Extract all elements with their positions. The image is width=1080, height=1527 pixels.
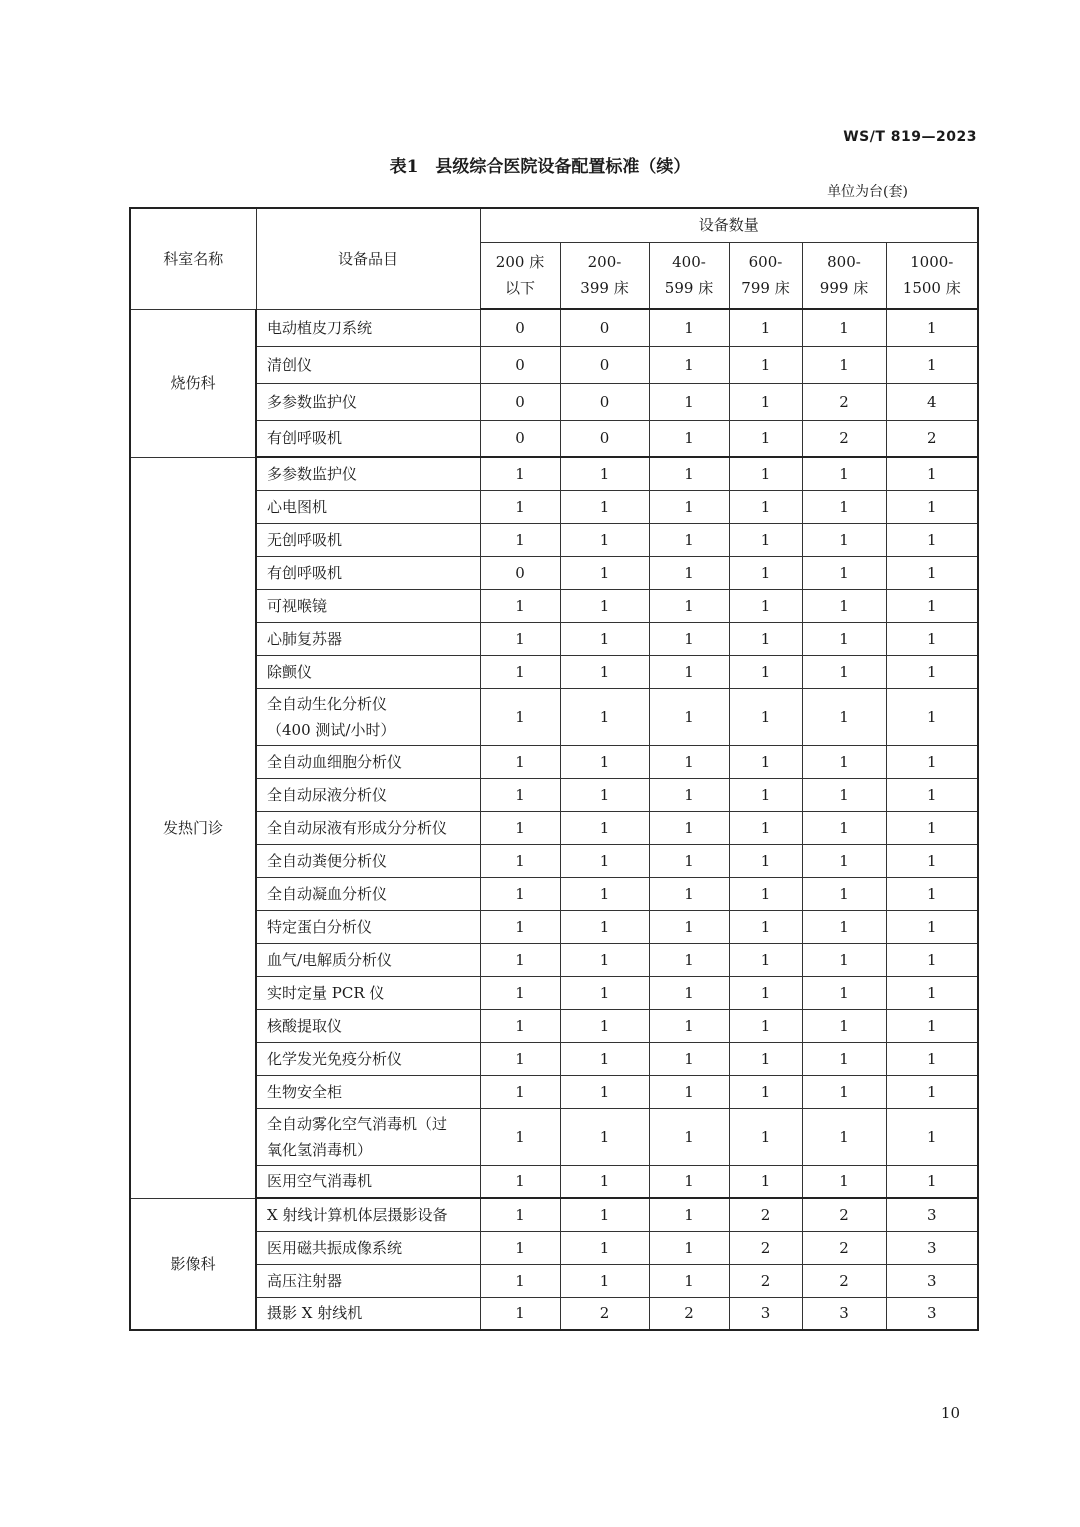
quantity-cell: 1 [729, 383, 802, 420]
item-cell: 心电图机 [256, 490, 480, 523]
table-row [130, 1231, 978, 1264]
column-header: 200 床 以下 [480, 242, 560, 309]
quantity-cell: 1 [560, 844, 649, 877]
quantity-cell: 3 [886, 1231, 978, 1264]
quantity-cell: 1 [480, 1231, 560, 1264]
quantity-cell: 2 [560, 1297, 649, 1330]
table-row [130, 688, 978, 745]
quantity-cell: 0 [560, 420, 649, 457]
quantity-cell: 1 [560, 1009, 649, 1042]
quantity-cell: 1 [802, 556, 886, 589]
quantity-cell: 1 [802, 844, 886, 877]
quantity-cell: 2 [729, 1198, 802, 1231]
quantity-cell: 1 [729, 910, 802, 943]
quantity-cell: 1 [729, 490, 802, 523]
quantity-cell: 1 [480, 910, 560, 943]
quantity-cell: 1 [480, 778, 560, 811]
quantity-cell: 1 [649, 523, 729, 556]
quantity-cell: 1 [480, 523, 560, 556]
table-row [130, 910, 978, 943]
quantity-cell: 1 [729, 688, 802, 745]
quantity-cell: 1 [560, 910, 649, 943]
quantity-cell: 1 [480, 745, 560, 778]
item-cell: 全自动雾化空气消毒机（过 氧化氢消毒机） [256, 1108, 480, 1165]
item-cell: 多参数监护仪 [256, 457, 480, 490]
quantity-cell: 1 [649, 1231, 729, 1264]
quantity-cell: 1 [729, 943, 802, 976]
quantity-cell: 1 [480, 1165, 560, 1198]
table-row [130, 976, 978, 1009]
quantity-cell: 1 [560, 811, 649, 844]
page-number: 10 [940, 1404, 960, 1422]
table-row [130, 877, 978, 910]
quantity-cell: 1 [480, 1297, 560, 1330]
quantity-cell: 1 [649, 1165, 729, 1198]
quantity-cell: 3 [886, 1198, 978, 1231]
quantity-cell: 1 [729, 622, 802, 655]
item-cell: 实时定量 PCR 仪 [256, 976, 480, 1009]
table-row [130, 383, 978, 420]
quantity-cell: 1 [560, 556, 649, 589]
item-cell: 除颤仪 [256, 655, 480, 688]
item-cell: 全自动血细胞分析仪 [256, 745, 480, 778]
quantity-cell: 1 [560, 1075, 649, 1108]
quantity-cell: 1 [560, 976, 649, 1009]
quantity-cell: 1 [802, 877, 886, 910]
quantity-cell: 1 [729, 1108, 802, 1165]
quantity-cell: 1 [886, 490, 978, 523]
quantity-cell: 1 [649, 589, 729, 622]
quantity-cell: 0 [560, 309, 649, 346]
quantity-cell: 1 [802, 1165, 886, 1198]
quantity-cell: 1 [886, 811, 978, 844]
quantity-cell: 2 [886, 420, 978, 457]
quantity-cell: 1 [886, 877, 978, 910]
table-row [130, 844, 978, 877]
quantity-cell: 1 [480, 943, 560, 976]
quantity-cell: 0 [480, 420, 560, 457]
table-row [130, 1198, 978, 1231]
quantity-cell: 2 [802, 420, 886, 457]
quantity-cell: 1 [649, 745, 729, 778]
quantity-cell: 3 [886, 1297, 978, 1330]
item-cell: 全自动凝血分析仪 [256, 877, 480, 910]
table-row [130, 589, 978, 622]
table-row [130, 309, 978, 346]
item-cell: 可视喉镜 [256, 589, 480, 622]
table-row [130, 420, 978, 457]
quantity-header: 设备数量 [480, 208, 978, 242]
quantity-cell: 1 [649, 688, 729, 745]
dept-cell: 烧伤科 [130, 309, 256, 457]
item-cell: 有创呼吸机 [256, 556, 480, 589]
quantity-cell: 1 [480, 1264, 560, 1297]
equipment-table [129, 207, 979, 1331]
quantity-cell: 1 [802, 976, 886, 1009]
quantity-cell: 1 [729, 1009, 802, 1042]
quantity-cell: 1 [886, 1009, 978, 1042]
quantity-cell: 1 [886, 622, 978, 655]
quantity-cell: 1 [649, 383, 729, 420]
quantity-cell: 2 [729, 1264, 802, 1297]
quantity-cell: 1 [560, 1198, 649, 1231]
quantity-cell: 1 [802, 490, 886, 523]
quantity-cell: 1 [729, 523, 802, 556]
quantity-cell: 1 [886, 523, 978, 556]
column-header: 800- 999 床 [802, 242, 886, 309]
quantity-cell: 1 [649, 877, 729, 910]
quantity-cell: 1 [729, 745, 802, 778]
quantity-cell: 1 [560, 1165, 649, 1198]
column-header: 400- 599 床 [649, 242, 729, 309]
quantity-cell: 1 [886, 943, 978, 976]
item-cell: 高压注射器 [256, 1264, 480, 1297]
table-row [130, 1009, 978, 1042]
quantity-cell: 1 [649, 811, 729, 844]
item-cell: 血气/电解质分析仪 [256, 943, 480, 976]
quantity-cell: 1 [886, 778, 978, 811]
table-row [130, 523, 978, 556]
quantity-cell: 1 [480, 490, 560, 523]
item-cell: 医用空气消毒机 [256, 1165, 480, 1198]
quantity-cell: 1 [649, 556, 729, 589]
item-cell: 有创呼吸机 [256, 420, 480, 457]
quantity-cell: 1 [802, 457, 886, 490]
item-cell: 多参数监护仪 [256, 383, 480, 420]
item-cell: 全自动生化分析仪 （400 测试/小时） [256, 688, 480, 745]
table-row [130, 655, 978, 688]
quantity-cell: 1 [886, 589, 978, 622]
table-row [130, 778, 978, 811]
quantity-cell: 1 [649, 778, 729, 811]
quantity-cell: 1 [729, 1042, 802, 1075]
quantity-cell: 1 [560, 1042, 649, 1075]
item-cell: 化学发光免疫分析仪 [256, 1042, 480, 1075]
quantity-cell: 0 [480, 346, 560, 383]
quantity-cell: 1 [802, 811, 886, 844]
table-row [130, 622, 978, 655]
quantity-cell: 1 [729, 811, 802, 844]
quantity-cell: 1 [729, 778, 802, 811]
quantity-cell: 1 [729, 1165, 802, 1198]
quantity-cell: 1 [886, 1108, 978, 1165]
quantity-cell: 1 [802, 1108, 886, 1165]
quantity-cell: 1 [649, 346, 729, 383]
quantity-cell: 1 [802, 943, 886, 976]
quantity-cell: 1 [480, 811, 560, 844]
table-row [130, 490, 978, 523]
quantity-cell: 2 [802, 1198, 886, 1231]
item-cell: X 射线计算机体层摄影设备 [256, 1198, 480, 1231]
quantity-cell: 1 [729, 420, 802, 457]
table-body [130, 309, 978, 1330]
standard-code: WS/T 819—2023 [843, 129, 977, 145]
quantity-cell: 1 [480, 1108, 560, 1165]
quantity-cell: 1 [729, 309, 802, 346]
quantity-cell: 1 [560, 523, 649, 556]
quantity-cell: 1 [649, 976, 729, 1009]
quantity-cell: 3 [886, 1264, 978, 1297]
quantity-cell: 1 [649, 1108, 729, 1165]
column-header: 600- 799 床 [729, 242, 802, 309]
quantity-cell: 1 [649, 943, 729, 976]
quantity-cell: 1 [802, 1042, 886, 1075]
item-header: 设备品目 [256, 208, 480, 309]
item-cell: 清创仪 [256, 346, 480, 383]
quantity-cell: 1 [802, 622, 886, 655]
quantity-cell: 1 [886, 655, 978, 688]
quantity-cell: 1 [649, 457, 729, 490]
quantity-cell: 2 [649, 1297, 729, 1330]
quantity-cell: 1 [802, 778, 886, 811]
quantity-cell: 0 [480, 309, 560, 346]
quantity-cell: 1 [886, 844, 978, 877]
quantity-cell: 1 [729, 844, 802, 877]
quantity-cell: 1 [560, 943, 649, 976]
quantity-cell: 1 [886, 745, 978, 778]
quantity-cell: 1 [802, 589, 886, 622]
quantity-cell: 1 [802, 688, 886, 745]
quantity-cell: 1 [560, 1231, 649, 1264]
table-row [130, 1264, 978, 1297]
quantity-cell: 1 [802, 1009, 886, 1042]
dept-header: 科室名称 [130, 208, 256, 309]
quantity-cell: 1 [480, 622, 560, 655]
quantity-cell: 1 [560, 1264, 649, 1297]
quantity-cell: 1 [649, 844, 729, 877]
quantity-cell: 1 [480, 976, 560, 1009]
quantity-cell: 1 [729, 1075, 802, 1108]
quantity-cell: 1 [480, 1009, 560, 1042]
quantity-cell: 1 [802, 745, 886, 778]
table-row [130, 1165, 978, 1198]
table-row [130, 1108, 978, 1165]
quantity-cell: 1 [480, 1042, 560, 1075]
quantity-cell: 2 [802, 383, 886, 420]
quantity-cell: 1 [649, 1075, 729, 1108]
quantity-cell: 1 [729, 877, 802, 910]
quantity-cell: 1 [729, 346, 802, 383]
quantity-cell: 1 [560, 490, 649, 523]
quantity-cell: 1 [560, 655, 649, 688]
quantity-cell: 1 [560, 877, 649, 910]
quantity-cell: 1 [886, 1042, 978, 1075]
quantity-cell: 1 [560, 589, 649, 622]
dept-cell: 影像科 [130, 1198, 256, 1330]
quantity-cell: 1 [729, 655, 802, 688]
table-row [130, 457, 978, 490]
quantity-cell: 1 [649, 1042, 729, 1075]
quantity-cell: 1 [886, 556, 978, 589]
quantity-cell: 1 [886, 1165, 978, 1198]
unit-note: 单位为台(套) [827, 184, 908, 200]
item-cell: 全自动粪便分析仪 [256, 844, 480, 877]
quantity-cell: 1 [480, 844, 560, 877]
table-row [130, 1042, 978, 1075]
quantity-cell: 1 [480, 877, 560, 910]
item-cell: 电动植皮刀系统 [256, 309, 480, 346]
item-cell: 摄影 X 射线机 [256, 1297, 480, 1330]
quantity-cell: 1 [649, 1009, 729, 1042]
item-cell: 核酸提取仪 [256, 1009, 480, 1042]
item-cell: 特定蛋白分析仪 [256, 910, 480, 943]
item-cell: 生物安全柜 [256, 1075, 480, 1108]
quantity-cell: 4 [886, 383, 978, 420]
table-row [130, 1297, 978, 1330]
quantity-cell: 2 [729, 1231, 802, 1264]
quantity-cell: 1 [480, 688, 560, 745]
quantity-cell: 1 [802, 523, 886, 556]
quantity-cell: 2 [802, 1264, 886, 1297]
quantity-cell: 1 [886, 910, 978, 943]
quantity-cell: 1 [649, 490, 729, 523]
quantity-cell: 1 [729, 457, 802, 490]
quantity-cell: 1 [649, 622, 729, 655]
quantity-cell: 1 [649, 420, 729, 457]
quantity-cell: 3 [802, 1297, 886, 1330]
table-row [130, 1075, 978, 1108]
table-row [130, 346, 978, 383]
quantity-cell: 1 [886, 976, 978, 1009]
table-row [130, 811, 978, 844]
quantity-cell: 1 [802, 655, 886, 688]
item-cell: 全自动尿液有形成分分析仪 [256, 811, 480, 844]
quantity-cell: 1 [802, 910, 886, 943]
quantity-cell: 1 [560, 1108, 649, 1165]
quantity-cell: 1 [729, 976, 802, 1009]
item-cell: 心肺复苏器 [256, 622, 480, 655]
quantity-cell: 3 [729, 1297, 802, 1330]
quantity-cell: 1 [649, 1198, 729, 1231]
table-title: 表1 县级综合医院设备配置标准（续） [389, 157, 691, 177]
column-header: 200- 399 床 [560, 242, 649, 309]
table-row [130, 556, 978, 589]
quantity-cell: 1 [802, 309, 886, 346]
quantity-cell: 1 [886, 688, 978, 745]
quantity-cell: 1 [886, 1075, 978, 1108]
quantity-cell: 1 [480, 589, 560, 622]
quantity-cell: 1 [560, 745, 649, 778]
quantity-cell: 1 [480, 457, 560, 490]
quantity-cell: 2 [802, 1231, 886, 1264]
table-row [130, 745, 978, 778]
quantity-cell: 1 [649, 1264, 729, 1297]
quantity-cell: 1 [560, 457, 649, 490]
quantity-cell: 1 [886, 346, 978, 383]
quantity-cell: 1 [802, 346, 886, 383]
quantity-cell: 0 [480, 556, 560, 589]
table-row [130, 943, 978, 976]
quantity-cell: 0 [480, 383, 560, 420]
quantity-cell: 1 [560, 778, 649, 811]
dept-cell: 发热门诊 [130, 457, 256, 1198]
quantity-cell: 1 [729, 589, 802, 622]
quantity-cell: 1 [886, 457, 978, 490]
item-cell: 全自动尿液分析仪 [256, 778, 480, 811]
quantity-cell: 1 [802, 1075, 886, 1108]
column-header: 1000- 1500 床 [886, 242, 978, 309]
quantity-cell: 1 [480, 1198, 560, 1231]
quantity-cell: 1 [649, 309, 729, 346]
quantity-cell: 1 [480, 1075, 560, 1108]
quantity-cell: 1 [560, 688, 649, 745]
quantity-cell: 1 [729, 556, 802, 589]
quantity-cell: 1 [649, 655, 729, 688]
quantity-cell: 1 [886, 309, 978, 346]
quantity-cell: 1 [560, 622, 649, 655]
quantity-cell: 0 [560, 383, 649, 420]
item-cell: 无创呼吸机 [256, 523, 480, 556]
quantity-cell: 1 [649, 910, 729, 943]
quantity-cell: 1 [480, 655, 560, 688]
item-cell: 医用磁共振成像系统 [256, 1231, 480, 1264]
quantity-cell: 0 [560, 346, 649, 383]
